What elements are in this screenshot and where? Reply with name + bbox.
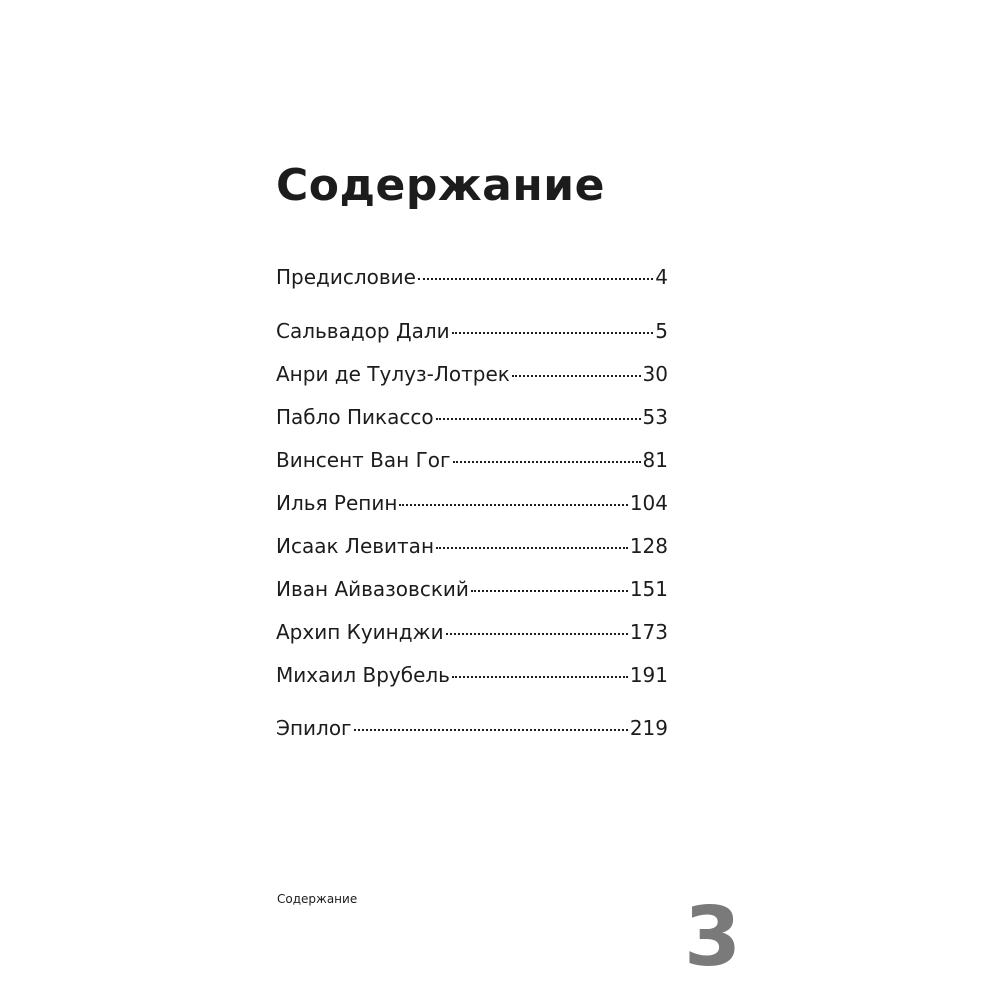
toc-entry-repin: [276, 490, 668, 516]
toc-entry-kuindzhi: [276, 619, 668, 645]
toc-dot-leader: [446, 633, 628, 635]
toc-dot-leader: [436, 547, 628, 549]
toc-entry-title: Пабло Пикассо: [276, 405, 434, 429]
toc-entry-title: Предисловие: [276, 265, 416, 289]
toc-entry-page: 5: [655, 319, 668, 343]
toc-entry-vrubel: [276, 662, 668, 688]
toc-entry-title: Архип Куинджи: [276, 620, 444, 644]
toc-entry-page: 53: [642, 405, 668, 429]
toc-dot-leader: [452, 332, 654, 334]
toc-entry-aivazovsky: [276, 576, 668, 602]
toc-entry-page: 4: [655, 265, 668, 289]
toc-entry-picasso: [276, 404, 668, 430]
toc-entry-title: Иван Айвазовский: [276, 577, 469, 601]
toc-entry-page: 173: [629, 620, 668, 644]
toc-dot-leader: [512, 375, 641, 377]
toc-entry-page: 81: [642, 448, 668, 472]
running-head: Содержание: [277, 892, 358, 906]
toc-entry-title: Исаак Левитан: [276, 534, 435, 558]
toc-entry-page: 128: [629, 534, 668, 558]
table-of-contents: [276, 0, 668, 1000]
toc-entry-dali: [276, 318, 668, 344]
toc-entry-page: 151: [629, 577, 668, 601]
page-title: Содержание: [276, 160, 605, 211]
toc-entry-page: 219: [629, 716, 668, 740]
toc-entry-title: Анри де Тулуз-Лотрек: [276, 362, 510, 386]
toc-dot-leader: [452, 676, 628, 678]
toc-dot-leader: [418, 278, 653, 280]
toc-dot-leader: [399, 504, 627, 506]
toc-dot-leader: [436, 418, 641, 420]
page-number: 3: [684, 890, 742, 985]
toc-entry-title: Эпилог: [276, 716, 352, 740]
toc-entry-title: Илья Репин: [276, 491, 398, 515]
toc-entry-levitan: [276, 533, 668, 559]
toc-entry-preface: [276, 264, 668, 290]
toc-entry-title: Винсент Ван Гог: [276, 448, 451, 472]
toc-entry-page: 30: [642, 362, 668, 386]
toc-entry-page: 104: [629, 491, 668, 515]
toc-entry-page: 191: [629, 663, 668, 687]
toc-entry-toulouse-lautrec: [276, 361, 668, 387]
toc-dot-leader: [354, 729, 628, 731]
toc-entry-title: Сальвадор Дали: [276, 319, 450, 343]
toc-entry-van-gogh: [276, 447, 668, 473]
toc-entry-title: Михаил Врубель: [276, 663, 450, 687]
toc-dot-leader: [471, 590, 628, 592]
toc-dot-leader: [453, 461, 641, 463]
toc-entry-epilogue: [276, 715, 668, 741]
